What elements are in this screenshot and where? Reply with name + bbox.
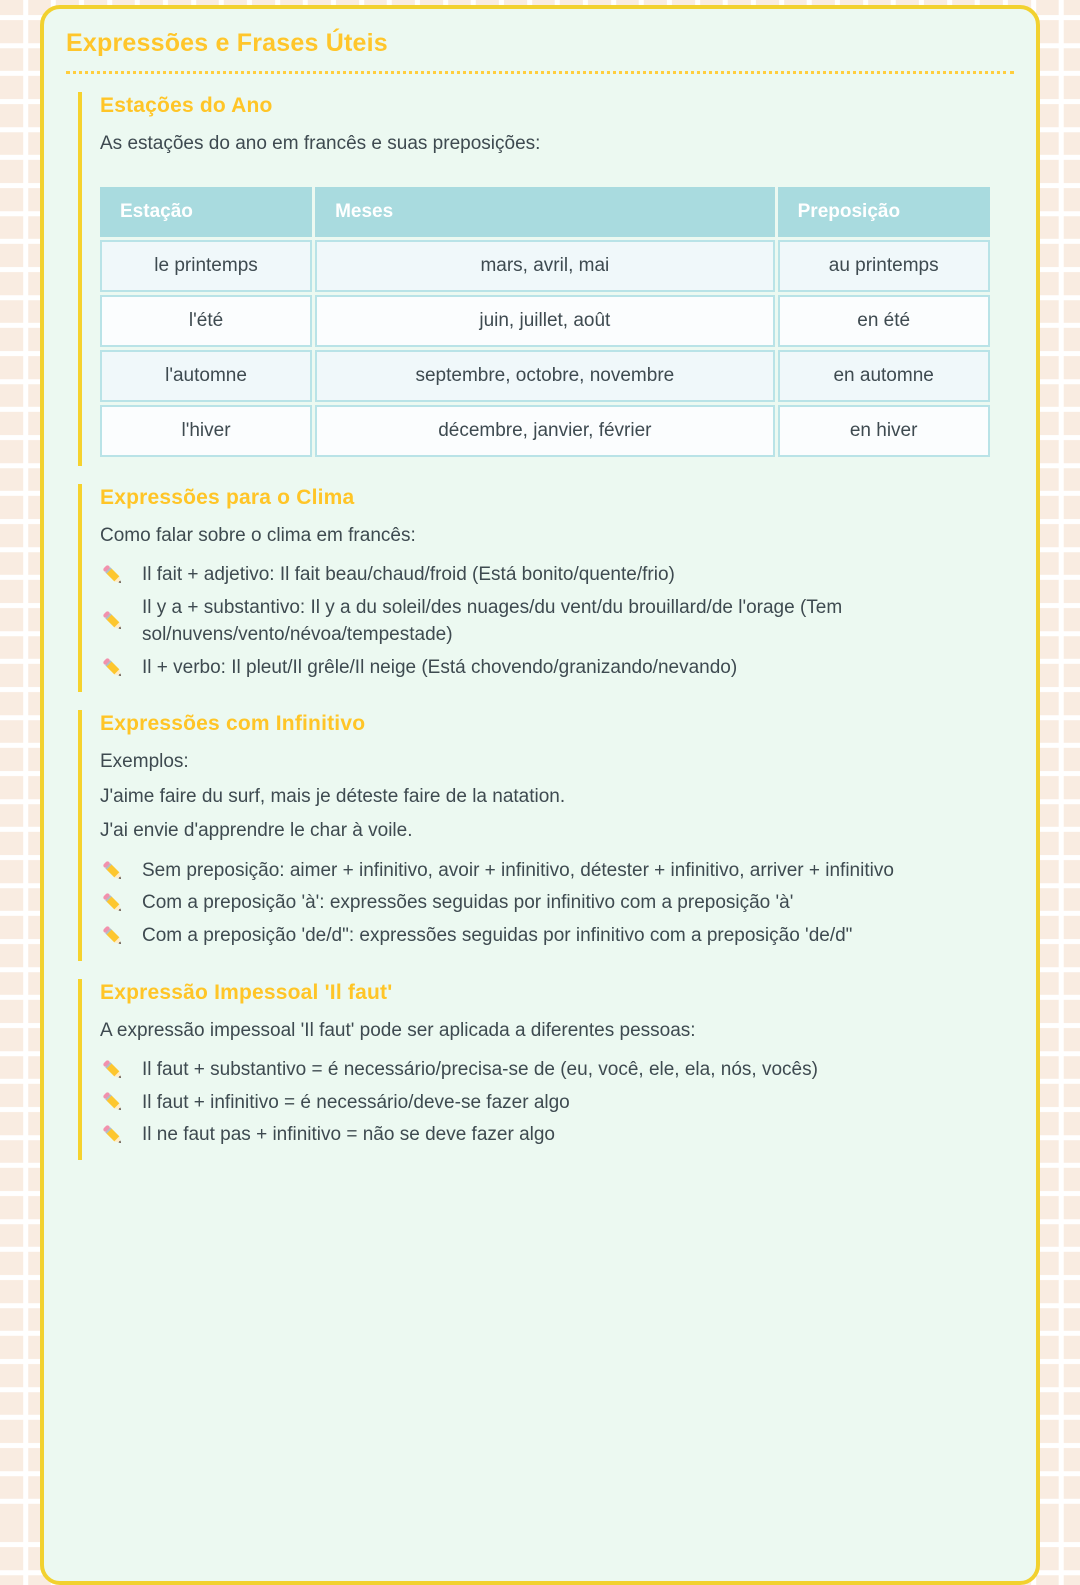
table-cell: septembre, octobre, novembre	[315, 350, 775, 402]
table-row	[100, 240, 990, 292]
pencil-icon	[100, 890, 126, 916]
section-heading: Expressões para o Clima	[100, 485, 355, 509]
bullet-item	[100, 857, 1014, 885]
bullet-item	[100, 922, 1014, 950]
section-intro: As estações do ano em francês e suas preposições:	[100, 133, 541, 154]
seasons-table	[97, 184, 993, 460]
pencil-icon	[100, 608, 126, 634]
section-intro: A expressão impessoal 'Il faut' pode ser aplicada a diferentes pessoas:	[100, 1019, 696, 1041]
bullet-text: Il faut + infinitivo = é necessário/deve-se fazer algo	[142, 1091, 570, 1113]
example-sentence: J'ai envie d'apprendre le char à voile.	[100, 820, 413, 842]
section-intro: Exemplos:	[100, 751, 189, 773]
pencil-icon	[100, 858, 126, 884]
section-expressoes-clima	[78, 484, 1014, 693]
section-intro: Como falar sobre o clima em francês:	[100, 524, 416, 546]
table-cell: mars, avril, mai	[315, 240, 775, 292]
pencil-icon	[100, 923, 126, 949]
bullet-item	[100, 1089, 1014, 1117]
bullet-text: Com a preposição 'de/d": expressões seguidas por infinitivo com a preposição 'de/d"	[142, 925, 853, 947]
pencil-icon	[100, 562, 126, 588]
bullet-item	[100, 889, 1014, 917]
section-heading: Estações do Ano	[100, 94, 273, 117]
section-expressoes-infinitivo	[78, 710, 1014, 960]
table-cell: décembre, janvier, février	[315, 405, 775, 457]
bullet-item	[100, 1056, 1014, 1084]
table-cell: au printemps	[778, 240, 990, 292]
notes-card	[40, 5, 1040, 1585]
table-cell: en hiver	[778, 405, 990, 457]
column-header-estacao: Estação	[100, 187, 312, 237]
table-cell: en été	[778, 295, 990, 347]
bullet-text: Il ne faut pas + infinitivo = não se deve fazer algo	[142, 1124, 555, 1146]
bullet-item	[100, 594, 1014, 649]
bullet-text: Il faut + substantivo = é necessário/precisa-se de (eu, você, ele, ela, nós, vocês)	[142, 1059, 818, 1081]
column-header-meses: Meses	[315, 187, 775, 237]
section-estacoes-do-ano	[78, 92, 1014, 466]
bullet-text: Il y a + substantivo: Il y a du soleil/des nuages/du vent/du brouillard/de l'orage (Tem sol/nuvens/vento/névoa/tempestade)	[142, 596, 843, 646]
table-cell: l'hiver	[100, 405, 312, 457]
bullet-list	[100, 857, 1014, 950]
bullet-list	[100, 561, 1014, 681]
table-header-row	[100, 187, 990, 237]
bullet-text: Il fait + adjetivo: Il fait beau/chaud/froid (Está bonito/quente/frio)	[142, 564, 675, 586]
bullet-item	[100, 654, 1014, 682]
table-row	[100, 350, 990, 402]
section-heading: Expressão Impessoal 'Il faut'	[100, 980, 393, 1004]
pencil-icon	[100, 1057, 126, 1083]
table-cell: en automne	[778, 350, 990, 402]
bullet-text: Il + verbo: Il pleut/Il grêle/Il neige (Está chovendo/granizando/nevando)	[142, 656, 738, 678]
bullet-text: Com a preposição 'à': expressões seguidas por infinitivo com a preposição 'à'	[142, 892, 794, 914]
table-cell: le printemps	[100, 240, 312, 292]
section-expressao-il-faut	[78, 979, 1014, 1160]
table-cell: juin, juillet, août	[315, 295, 775, 347]
bullet-item	[100, 561, 1014, 589]
bullet-item	[100, 1121, 1014, 1149]
bullet-text: Sem preposição: aimer + infinitivo, avoir + infinitivo, détester + infinitivo, arriver + infinitivo	[142, 859, 894, 881]
table-cell: l'été	[100, 295, 312, 347]
page-title: Expressões e Frases Úteis	[66, 29, 1014, 74]
section-heading: Expressões com Infinitivo	[100, 712, 366, 736]
example-sentence: J'aime faire du surf, mais je déteste faire de la natation.	[100, 785, 566, 807]
bullet-list	[100, 1056, 1014, 1149]
table-row	[100, 295, 990, 347]
table-row	[100, 405, 990, 457]
table-cell: l'automne	[100, 350, 312, 402]
pencil-icon	[100, 1122, 126, 1148]
column-header-preposicao: Preposição	[778, 187, 990, 237]
pencil-icon	[100, 1089, 126, 1115]
pencil-icon	[100, 655, 126, 681]
